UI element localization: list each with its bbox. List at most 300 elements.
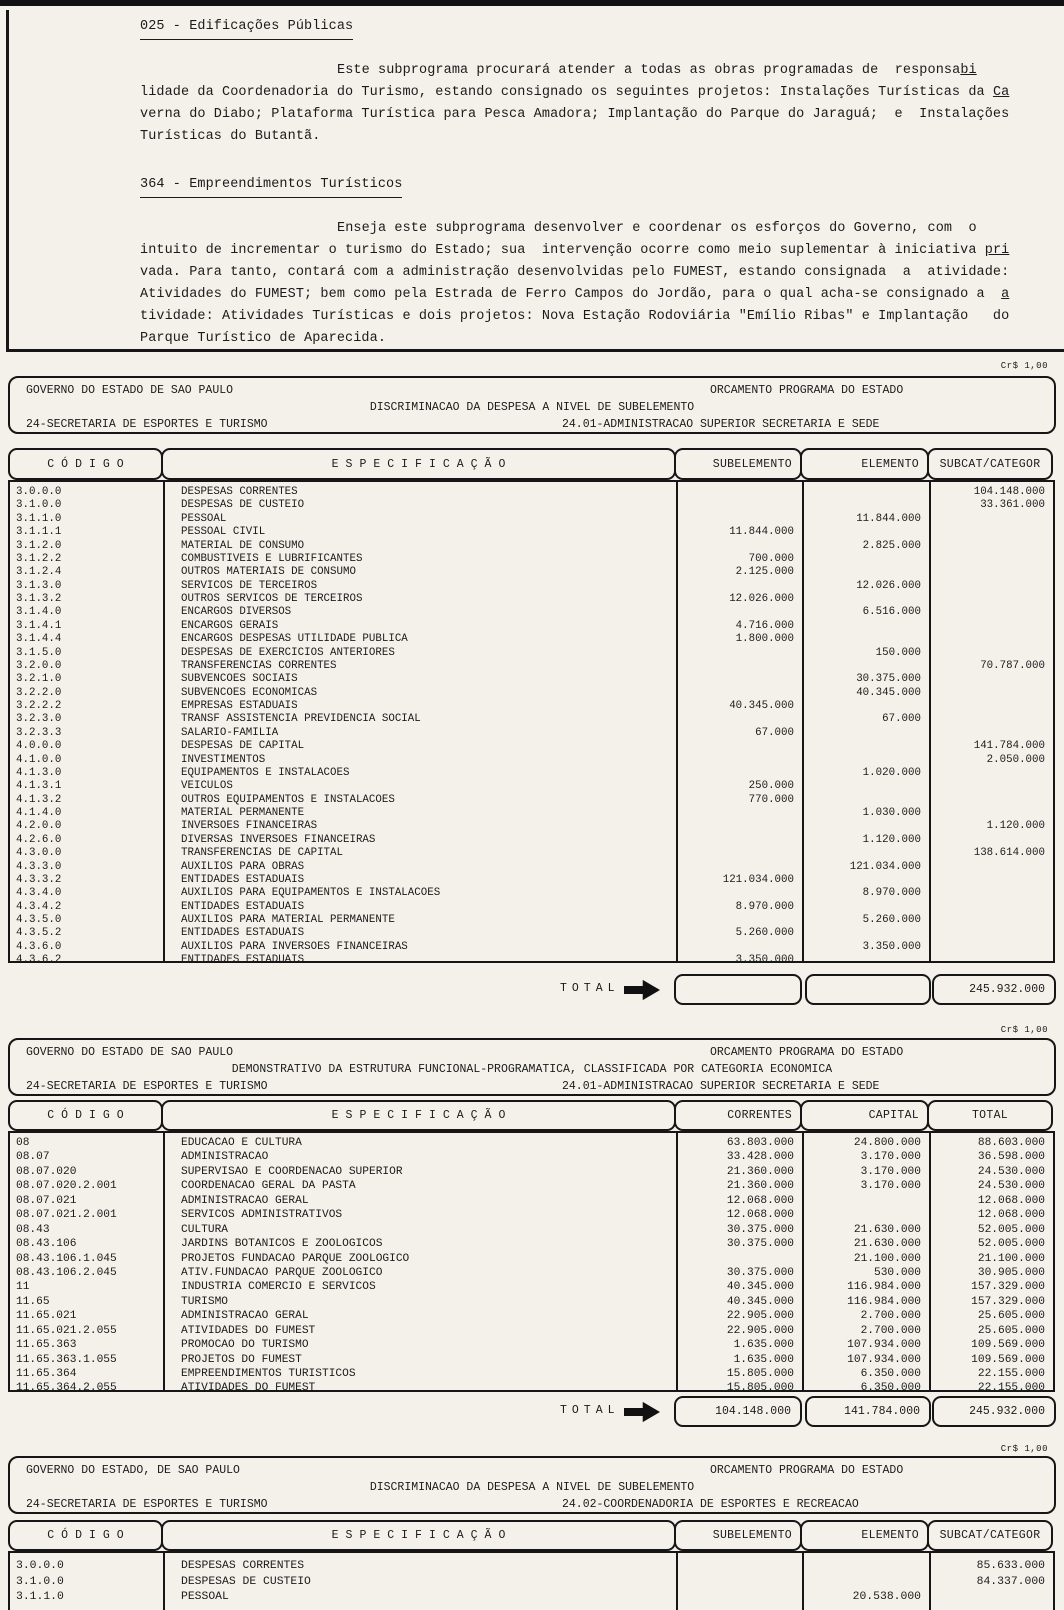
cell-subcat (929, 566, 1053, 579)
cell-elemento (802, 1559, 929, 1575)
cell-codigo: 08.43.106.2.045 (16, 1266, 117, 1279)
cell-codigo: 3.2.0.0 (16, 659, 62, 672)
cell-elemento: 8.970.000 (862, 887, 921, 900)
cell-total: 109.569.000 (971, 1339, 1045, 1352)
cell-subcat (929, 794, 1053, 807)
cell-subelemento: 3.350.000 (735, 954, 794, 967)
cell-elemento (802, 633, 929, 646)
cell-codigo: 4.1.4.0 (16, 807, 62, 819)
cell-elemento: 121.034.000 (849, 860, 921, 873)
cell-especificacao: ADMINISTRACAO (181, 1151, 269, 1164)
column-header-subelemento: SUBELEMENTO (674, 1520, 802, 1551)
cell-elemento (802, 660, 929, 673)
cell-codigo: 3.0.0.0 (16, 1560, 64, 1572)
cell-capital: 24.800.000 (853, 1137, 921, 1149)
cell-codigo: 08.07.020.2.001 (16, 1180, 117, 1193)
currency-note: Cr$ 1,00 (1000, 1025, 1048, 1035)
cell-especificacao: OUTROS MATERIAIS DE CONSUMO (181, 566, 356, 579)
cell-subelemento: 5.260.000 (735, 927, 794, 940)
cell-elemento: 40.345.000 (856, 686, 921, 699)
cell-codigo: 11.65.364.2.055 (16, 1382, 117, 1395)
cell-subelemento (676, 687, 802, 700)
table-row (10, 1590, 1053, 1606)
paragraph-line: tividade: Atividades Turísticas e dois projetos: Nova Estação Rodoviária "Emílio Ribas" e Implantação do (140, 309, 1010, 324)
cell-subelemento (676, 820, 802, 833)
grid-line (929, 1133, 931, 1390)
program-title: ORCAMENTO PROGRAMA DO ESTADO (710, 384, 904, 397)
cell-subelemento: 12.026.000 (729, 593, 794, 605)
cell-subelemento (676, 486, 802, 499)
cell-codigo: 08.07.020 (16, 1165, 77, 1178)
cell-correntes: 33.428.000 (726, 1151, 794, 1164)
paragraph-364 (140, 218, 1025, 350)
table-row (10, 1575, 1053, 1591)
cell-total: 24.530.000 (977, 1180, 1045, 1193)
report-subtitle: DEMONSTRATIVO DA ESTRUTURA FUNCIONAL-PROGRAMATICA, CLASSIFICADA POR CATEGORIA ECONOMICA (231, 1063, 833, 1076)
cell-especificacao: PROMOCAO DO TURISMO (181, 1339, 309, 1352)
cell-codigo: 4.2.6.0 (16, 833, 62, 846)
cell-correntes: 22.905.000 (726, 1324, 794, 1337)
report-subtitle: DISCRIMINACAO DA DESPESA A NIVEL DE SUBELEMENTO (369, 1481, 695, 1494)
table-row (10, 540, 1053, 553)
table3-header-box (8, 1456, 1056, 1514)
cell-subelemento (676, 647, 802, 660)
cell-subelemento: 121.034.000 (722, 873, 794, 886)
cell-capital: 2.700.000 (860, 1324, 921, 1337)
cell-especificacao: SERVICOS DE TERCEIROS (181, 579, 318, 592)
total-correntes: 104.148.000 (674, 1396, 802, 1427)
cell-subelemento (676, 847, 802, 860)
cell-especificacao: OUTROS EQUIPAMENTOS E INSTALACOES (181, 793, 395, 806)
cell-elemento (802, 847, 929, 860)
cell-especificacao: AUXILIOS PARA MATERIAL PERMANENTE (181, 914, 395, 926)
cell-especificacao: INDUSTRIA COMERCIO E SERVICOS (181, 1281, 376, 1294)
cell-correntes: 12.068.000 (726, 1209, 794, 1222)
table-row (10, 580, 1053, 593)
cell-total: 21.100.000 (977, 1252, 1045, 1265)
grid-line (676, 1553, 678, 1610)
total-subelemento (674, 974, 802, 1005)
scan-top-border (0, 0, 1064, 6)
currency-note: Cr$ 1,00 (1000, 361, 1048, 371)
table-row (10, 1252, 1053, 1266)
currency-note: Cr$ 1,00 (1000, 1444, 1048, 1454)
cell-especificacao: SUPERVISAO E COORDENACAO SUPERIOR (181, 1165, 403, 1178)
column-header-codigo: CÓDIGO (8, 448, 163, 480)
cell-codigo: 4.3.6.0 (16, 940, 62, 953)
table-row (10, 754, 1053, 767)
cell-correntes: 1.635.000 (733, 1339, 794, 1352)
cell-codigo: 3.2.1.0 (16, 673, 62, 686)
cell-codigo: 11.65 (16, 1295, 50, 1308)
table-row (10, 1179, 1053, 1193)
cell-especificacao: VEICULOS (181, 780, 233, 793)
table1-body (8, 480, 1055, 967)
cell-subcat (929, 553, 1053, 566)
cell-codigo: 3.2.3.0 (16, 713, 62, 726)
cell-especificacao: ENCARGOS GERAIS (181, 619, 279, 632)
cell-codigo: 3.2.2.0 (16, 686, 62, 699)
table-row (10, 727, 1053, 740)
table-row (10, 901, 1053, 914)
cell-subcat (929, 927, 1053, 940)
cell-subelemento (676, 513, 802, 526)
cell-capital: 3.170.000 (860, 1151, 921, 1164)
cell-codigo: 08.43.106.1.045 (16, 1252, 117, 1265)
cell-correntes: 30.375.000 (726, 1238, 794, 1251)
table-row (10, 553, 1053, 566)
table-row (10, 794, 1053, 807)
grid-line (676, 1133, 678, 1390)
cell-subelemento (676, 861, 802, 874)
table-row (10, 1324, 1053, 1338)
cell-subcat (929, 941, 1053, 954)
table-row (10, 1136, 1053, 1150)
cell-subelemento (676, 673, 802, 686)
cell-elemento (802, 727, 929, 740)
table-row (10, 673, 1053, 686)
secretaria-label: 24-SECRETARIA DE ESPORTES E TURISMO (26, 418, 268, 431)
cell-capital: 6.350.000 (860, 1368, 921, 1380)
cell-capital (802, 1208, 929, 1222)
narrative-section (140, 16, 1025, 350)
column-header-especificacao: ESPECIFICAÇÃO (161, 448, 676, 480)
cell-elemento: 5.260.000 (862, 914, 921, 926)
cell-codigo: 4.1.0.0 (16, 753, 62, 766)
cell-elemento (802, 553, 929, 566)
cell-codigo: 3.1.2.2 (16, 552, 62, 565)
cell-codigo: 4.3.5.2 (16, 927, 62, 940)
table-row (10, 1559, 1053, 1575)
table-row (10, 1194, 1053, 1208)
table-row (10, 820, 1053, 833)
cell-total: 52.005.000 (977, 1223, 1045, 1236)
cell-elemento (802, 954, 929, 967)
table-row (10, 1223, 1053, 1237)
cell-especificacao: MATERIAL PERMANENTE (181, 807, 305, 819)
cell-especificacao: ENTIDADES ESTADUAIS (181, 927, 305, 940)
cell-codigo: 3.0.0.0 (16, 486, 62, 498)
cell-subcat (929, 874, 1053, 887)
cell-subelemento (676, 1559, 802, 1575)
total-capital: 141.784.000 (805, 1396, 931, 1427)
cell-codigo: 08.43 (16, 1223, 50, 1236)
paragraph-line: verna do Diabo; Plataforma Turística para Pesca Amadora; Implantação do Parque do Jaraguá; e Instalações (140, 107, 1010, 122)
cell-capital: 530.000 (874, 1266, 921, 1279)
table2-column-header (8, 1100, 1055, 1131)
cell-correntes: 12.068.000 (726, 1194, 794, 1207)
gov-title: GOVERNO DO ESTADO DE SAO PAULO (26, 1046, 234, 1059)
paragraph-line: Enseja este subprograma desenvolver e coordenar os esforços do Governo, com o (337, 221, 977, 236)
paragraph-line: vada. Para tanto, contará com a administração desenvolvidas pelo FUMEST, estando consignada a atividade: (140, 265, 1010, 280)
cell-especificacao: ADMINISTRACAO GERAL (181, 1194, 309, 1207)
table-row (10, 687, 1053, 700)
paragraph-line: Atividades do FUMEST; bem como pela Estrada de Ferro Campos do Jordão, para o qual acha-se consignado a a (140, 287, 1010, 302)
cell-subelemento: 67.000 (755, 726, 794, 739)
cell-especificacao: SUBVENCOES ECONOMICAS (181, 686, 318, 699)
cell-subcat (929, 780, 1053, 793)
cell-especificacao: DESPESAS CORRENTES (181, 1560, 305, 1572)
cell-capital: 6.350.000 (860, 1382, 921, 1395)
column-header-capital: CAPITAL (800, 1100, 929, 1131)
cell-total: 30.905.000 (977, 1266, 1045, 1279)
cell-elemento: 12.026.000 (856, 579, 921, 592)
cell-especificacao: PESSOAL (181, 512, 227, 525)
cell-codigo: 4.3.0.0 (16, 847, 62, 860)
table-row (10, 914, 1053, 927)
cell-subcat: 1.120.000 (986, 820, 1045, 833)
cell-especificacao: DESPESAS DE CUSTEIO (181, 1575, 311, 1588)
total-arrow-icon (624, 1401, 660, 1423)
cell-elemento (802, 700, 929, 713)
table-row (10, 927, 1053, 940)
cell-especificacao: INVERSOES FINANCEIRAS (181, 820, 318, 833)
column-header-total: TOTAL (927, 1100, 1053, 1131)
cell-correntes: 21.360.000 (726, 1180, 794, 1193)
grid-line (802, 1553, 804, 1610)
cell-codigo: 3.1.1.1 (16, 526, 62, 539)
cell-codigo: 4.3.4.0 (16, 887, 62, 900)
cell-subelemento (676, 807, 802, 820)
cell-subcat (929, 727, 1053, 740)
cell-elemento (802, 874, 929, 887)
cell-especificacao: COMBUSTIVEIS E LUBRIFICANTES (181, 552, 363, 565)
cell-subelemento (676, 713, 802, 726)
cell-codigo: 3.1.4.0 (16, 606, 62, 619)
cell-subelemento: 250.000 (748, 780, 794, 793)
cell-subelemento: 11.844.000 (729, 526, 794, 539)
cell-codigo: 4.1.3.2 (16, 793, 62, 806)
cell-codigo: 3.1.4.4 (16, 633, 62, 646)
cell-codigo: 3.1.3.2 (16, 593, 62, 605)
cell-correntes: 40.345.000 (726, 1295, 794, 1308)
table-row (10, 633, 1053, 646)
cell-especificacao: ENTIDADES ESTADUAIS (181, 873, 305, 886)
cell-elemento: 20.538.000 (852, 1591, 921, 1603)
program-title: ORCAMENTO PROGRAMA DO ESTADO (710, 1046, 904, 1059)
cell-codigo: 08.43.106 (16, 1238, 77, 1251)
table-row (10, 1266, 1053, 1280)
cell-elemento: 11.844.000 (856, 512, 921, 525)
cell-especificacao: EMPREENDIMENTOS TURISTICOS (181, 1368, 356, 1380)
paragraph-line: lidade da Coordenadoria do Turismo, estando consignado os seguintes projetos: Instalações Turísticas da Ca (140, 85, 1010, 100)
total-subcat: 245.932.000 (932, 974, 1056, 1005)
cell-subcat (929, 580, 1053, 593)
cell-capital: 107.934.000 (847, 1339, 921, 1352)
cell-especificacao: ENTIDADES ESTADUAIS (181, 954, 305, 967)
cell-codigo: 3.1.0.0 (16, 1575, 64, 1588)
cell-especificacao: ATIVIDADES DO FUMEST (181, 1324, 316, 1337)
cell-especificacao: INVESTIMENTOS (181, 753, 266, 766)
cell-correntes: 40.345.000 (726, 1281, 794, 1294)
cell-total: 24.530.000 (977, 1165, 1045, 1178)
cell-especificacao: EDUCACAO E CULTURA (181, 1137, 302, 1149)
grid-line (163, 1553, 165, 1610)
cell-codigo: 3.2.2.2 (16, 700, 62, 712)
cell-total: 157.329.000 (971, 1281, 1045, 1294)
table-row (10, 499, 1053, 512)
cell-especificacao: DESPESAS DE CUSTEIO (181, 499, 305, 512)
program-title: ORCAMENTO PROGRAMA DO ESTADO (710, 1464, 904, 1477)
cell-subcat: 2.050.000 (986, 753, 1045, 766)
table-row (10, 954, 1053, 967)
cell-especificacao: OUTROS SERVICOS DE TERCEIROS (181, 593, 363, 605)
cell-elemento (802, 754, 929, 767)
cell-elemento (802, 566, 929, 579)
cell-especificacao: TRANSFERENCIAS DE CAPITAL (181, 847, 343, 860)
cell-correntes: 30.375.000 (726, 1223, 794, 1236)
table-row (10, 566, 1053, 579)
cell-elemento: 1.030.000 (862, 807, 921, 819)
cell-codigo: 11.65.363.1.055 (16, 1353, 117, 1366)
cell-codigo: 4.3.3.2 (16, 873, 62, 886)
cell-subcat (929, 954, 1053, 967)
paragraph-line: Parque Turístico de Aparecida. (140, 331, 387, 346)
column-header-elemento: ELEMENTO (800, 1520, 929, 1551)
cell-codigo: 4.2.0.0 (16, 820, 62, 833)
grid-line (929, 1553, 931, 1610)
cell-subcat (929, 633, 1053, 646)
table1-header-box (8, 376, 1056, 434)
cell-elemento (802, 780, 929, 793)
cell-elemento: 30.375.000 (856, 673, 921, 686)
table-row (10, 486, 1053, 499)
cell-subcat (929, 901, 1053, 914)
column-header-especificacao: ESPECIFICAÇÃO (161, 1520, 676, 1551)
cell-elemento: 6.516.000 (862, 606, 921, 619)
cell-especificacao: ATIV.FUNDACAO PARQUE ZOOLOGICO (181, 1266, 383, 1279)
cell-especificacao: PROJETOS DO FUMEST (181, 1353, 302, 1366)
table-row (10, 1338, 1053, 1352)
cell-especificacao: ENTIDADES ESTADUAIS (181, 900, 305, 913)
table-row (10, 1381, 1053, 1395)
table-row (10, 1165, 1053, 1179)
cell-correntes: 63.803.000 (726, 1137, 794, 1149)
paragraph-line: Este subprograma procurará atender a todas as obras programadas de responsabi (337, 63, 977, 78)
cell-subelemento (676, 740, 802, 753)
cell-subelemento: 770.000 (748, 793, 794, 806)
cell-codigo: 3.1.0.0 (16, 499, 62, 512)
cell-subelemento (676, 580, 802, 593)
cell-especificacao: PESSOAL (181, 1591, 229, 1603)
cell-codigo: 4.3.6.2 (16, 954, 62, 967)
cell-subcat (929, 861, 1053, 874)
cell-subelemento: 2.125.000 (735, 566, 794, 579)
cell-subelemento (676, 754, 802, 767)
column-header-elemento: ELEMENTO (800, 448, 929, 480)
table-row (10, 1309, 1053, 1323)
cell-codigo: 4.1.3.1 (16, 780, 62, 793)
cell-codigo: 3.1.2.0 (16, 539, 62, 552)
secretaria-label: 24-SECRETARIA DE ESPORTES E TURISMO (26, 1080, 268, 1093)
cell-total: 22.155.000 (977, 1382, 1045, 1395)
cell-codigo: 3.1.1.0 (16, 1591, 64, 1603)
cell-especificacao: SERVICOS ADMINISTRATIVOS (181, 1209, 343, 1222)
cell-codigo: 4.3.4.2 (16, 900, 62, 913)
cell-especificacao: PROJETOS FUNDACAO PARQUE ZOOLOGICO (181, 1252, 410, 1265)
cell-codigo: 4.0.0.0 (16, 740, 62, 753)
cell-total: 52.005.000 (977, 1238, 1045, 1251)
cell-especificacao: ENCARGOS DESPESAS UTILIDADE PUBLICA (181, 633, 408, 646)
cell-codigo: 08.07.021 (16, 1194, 77, 1207)
cell-elemento: 1.020.000 (862, 766, 921, 779)
column-header-subcat: SUBCAT/CATEGOR (927, 448, 1053, 480)
cell-subcat (929, 700, 1053, 713)
grid-line (163, 482, 165, 961)
table-row (10, 713, 1053, 726)
cell-subcat (929, 673, 1053, 686)
cell-total: 36.598.000 (977, 1151, 1045, 1164)
total-elemento (805, 974, 931, 1005)
table-row (10, 1208, 1053, 1222)
cell-subcat (929, 807, 1053, 820)
cell-especificacao: TRANSFERENCIAS CORRENTES (181, 659, 337, 672)
cell-total: 25.605.000 (977, 1324, 1045, 1337)
gov-title: GOVERNO DO ESTADO, DE SAO PAULO (26, 1464, 240, 1477)
cell-elemento (802, 620, 929, 633)
paragraph-025 (140, 60, 1025, 148)
table2-total-row (0, 1396, 1064, 1428)
unidade-label: 24.01-ADMINISTRACAO SUPERIOR SECRETARIA E SEDE (562, 1080, 880, 1093)
table-row (10, 1150, 1053, 1164)
grid-line (163, 1133, 165, 1390)
secretaria-label: 24-SECRETARIA DE ESPORTES E TURISMO (26, 1498, 268, 1511)
cell-elemento (802, 499, 929, 512)
scan-left-border (6, 10, 9, 352)
cell-especificacao: AUXILIOS PARA EQUIPAMENTOS E INSTALACOES (181, 887, 441, 900)
cell-subcat: 141.784.000 (973, 740, 1045, 753)
cell-subcat: 85.633.000 (976, 1560, 1045, 1572)
cell-subcat (929, 914, 1053, 927)
cell-elemento (802, 593, 929, 606)
cell-elemento (802, 740, 929, 753)
cell-subcat (929, 620, 1053, 633)
table-row (10, 780, 1053, 793)
cell-subcat (929, 767, 1053, 780)
cell-subcat (929, 606, 1053, 619)
cell-especificacao: TURISMO (181, 1295, 228, 1308)
cell-correntes: 15.805.000 (726, 1382, 794, 1395)
column-header-subcat: SUBCAT/CATEGOR (927, 1520, 1053, 1551)
unidade-label: 24.02-COORDENADORIA DE ESPORTES E RECREACAO (562, 1498, 859, 1511)
table2-body (8, 1131, 1055, 1395)
cell-capital: 21.630.000 (853, 1223, 921, 1236)
table-row (10, 513, 1053, 526)
cell-codigo: 11.65.021 (16, 1310, 77, 1323)
cell-correntes: 22.905.000 (726, 1310, 794, 1323)
cell-codigo: 4.3.3.0 (16, 860, 62, 873)
cell-elemento (802, 901, 929, 914)
gov-title: GOVERNO DO ESTADO DE SAO PAULO (26, 384, 234, 397)
cell-correntes: 21.360.000 (726, 1165, 794, 1178)
cell-correntes (676, 1252, 802, 1266)
table-row (10, 1353, 1053, 1367)
cell-codigo: 11.65.021.2.055 (16, 1324, 117, 1337)
cell-total: 25.605.000 (977, 1310, 1045, 1323)
total-label: TOTAL (560, 982, 620, 995)
cell-subcat (929, 687, 1053, 700)
cell-subelemento: 4.716.000 (735, 619, 794, 632)
cell-subelemento (676, 660, 802, 673)
column-header-correntes: CORRENTES (674, 1100, 802, 1131)
cell-subcat (929, 526, 1053, 539)
cell-subcat (929, 647, 1053, 660)
table-row (10, 1280, 1053, 1294)
cell-subcat (929, 713, 1053, 726)
cell-codigo: 08.07.021.2.001 (16, 1209, 117, 1222)
cell-especificacao: JARDINS BOTANICOS E ZOOLOGICOS (181, 1238, 383, 1251)
total-arrow-icon (624, 979, 660, 1001)
